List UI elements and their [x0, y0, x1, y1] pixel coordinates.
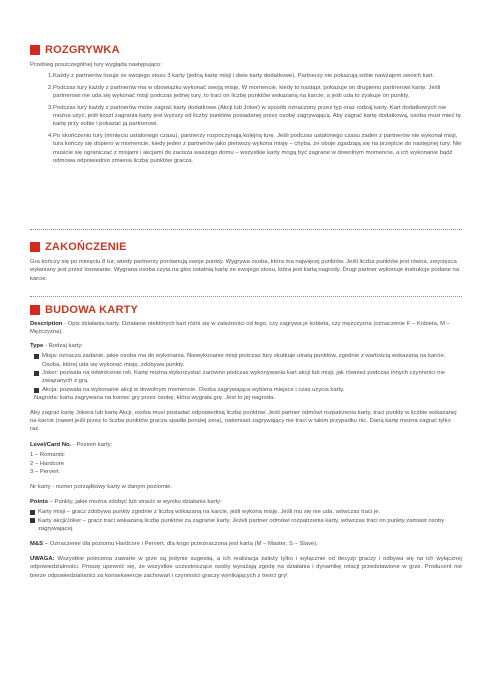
dotted-divider	[30, 296, 462, 297]
zakonczenie-text: Gra kończy się po minięciu 8 tur, wtedy partnerzy porównują swoje punkty. Wygrywa osoba, która ma najwięcej punktów. Jeśli liczba punktów jest równa, zwycięzca wyłaniany jest przez losowanie. Wygrana osoba czyta na głos ostatnią kartę ze swojego stosu, która jest kartą nagrody. Drugi partner wykonuje instrukcje podane na karcie.	[30, 259, 460, 282]
section-title: ROZGRYWKA	[45, 44, 120, 56]
rule-item: 1. Każdy z partnerów losuje ze swojego stosu 3 karty (jedną kartę misji i dwie karty dodatkowe). Partnerzy nie pokazują sobie nawzajem swoich kart.	[48, 73, 435, 80]
square-bullet-icon	[34, 354, 39, 359]
nagroda-text: Nagroda: karta zagrywana na koniec gry przez osobę, która wygrała grę. Jest to jej nagroda.	[34, 395, 275, 402]
section-title: ZAKOŃCZENIE	[45, 241, 127, 253]
section-budowa-karty	[30, 303, 462, 580]
ms-paragraph: M&S – Oznaczenie dla poziomu Hardcore i Pervert, dla kogo przeznaczona jest karta (M – Master, S – Slave).	[30, 540, 318, 547]
rule-item: 3. Podczas tury każdy z partnerów może zagrać karty dodatkowe (Akcji lub Joker) w sposób oznaczony przez typ oraz rodzaj karty. Kart dodatkowych nie można użyć, jeśli koszt zagrania karty jest wyższy od liczby punktów posiadanej przez osobę zagrywającą. Aby zagrać kartę dodatkową, osoba musi mieć tę kartę przy sobie i pokazać ją partnerowi.	[48, 104, 461, 128]
section-heading	[30, 303, 462, 317]
rule-item: 4. Po skończeniu tury (minięciu ustalonego czasu), partnerzy rozpoczynają kolejną turę. Jeśli podczas ustalonego czasu żaden z partnerów nie wykonał misji, tura kończy się dopiero w momencie, kiedy jeden z partnerów jako pierwszy wykona misję – chyba, że oboje zgadzają się na przejście do następnej tury. Nie musicie się ograniczać z misjami i akcjami do zacisza waszego domu – wszystkie karty mogą być zagrane w dowolnym momencie, a ich wykonanie bądź odmowa odpowiednio zmienia liczbę punktów gracza.	[48, 132, 462, 165]
section-heading	[30, 43, 462, 57]
section-rozgrywka	[30, 43, 462, 168]
dotted-divider	[30, 229, 462, 230]
type-item-joker: Joker: pozwala na odwrócenie roli. Kartę można wykorzystać zarówno podczas wykonywania kart akcji lub misji, jak również podczas innych czynności nie związanych z grą.	[30, 369, 462, 386]
rozgrywka-intro: Przebieg poszczególnej tury wygląda następująco:	[30, 62, 162, 68]
rule-item: 2. Podczas tury każdy z partnerów ma w obowiązku wykonać swoją misję. W momencie, kiedy to nastąpi, pokazuje on drugiemu partnerowi kartę. Jeśli partnerowi nie uda się wykonać misji podczas jednej tury, to traci on liczbę punktów wskazaną na karcie, a jeśli uda to zyskuje on punkty.	[48, 84, 441, 100]
uwaga-paragraph: UWAGA: Wszystkie polecenia zawarte w grze są jedynie sugestią, a ich realizacja zależy tylko i wyłącznie od decyzji graczy i odbywa się na ich wyłącznej odpowiedzialności. Proszę upewnić się, że wszystkie uczestniczące osoby wyrażają zgodę na działania i dynamikę relacji przedstawione w grze. Producent nie bierze odpowiedzialności za konsekwencje zachowań i czynności graczy wynikających z treści gry!	[30, 555, 462, 579]
type-item-misja: Misja: oznacza zadanie, jakie osoba ma do wykonania. Niewykonanie misji podczas tury skutkuje utratą punktów, zgodnie z wartością wskazaną na karcie. Osoba, której uda się wykonać misję, zdobywa punkty.	[30, 352, 462, 369]
section-heading	[30, 240, 462, 254]
points-item-misji: Karty misji – gracz zdobywa punkty zgodnie z liczbą wskazaną na karcie, jeśli wykona misję. Jeśli mu się nie uda, wówczas traci je.	[30, 508, 462, 516]
square-bullet-icon	[34, 388, 39, 393]
points-item-akcji: Karty akcji/Joker – gracz traci wskazaną liczbę punktów za zagranie karty. Jeżeli partner odmówi rozpatrzenia karty, wówczas traci on punkty zamiast osoby zagrywającej.	[30, 517, 462, 534]
red-square-icon	[30, 242, 40, 252]
red-square-icon	[30, 305, 40, 315]
level-item: 2 – Hardcore	[30, 460, 65, 467]
square-bullet-icon	[30, 510, 35, 515]
level-paragraph: Level/Card No. - Poziom karty:	[30, 441, 113, 448]
joker-note: Aby zagrać kartę Jokera lub kartę Akcji, osoba musi posiadać odpowiednią liczbę punktów. Jeśli partner odmówi rozpatrzenia karty, traci punkty w liczbie wskazanej na karcie (nawet jeśli przez to liczba punktów gracza spadła poniżej zera), natomiast zagrywający nie traci w takim przypadku nic. Daną kartę można zagrać tylko raz.	[30, 409, 457, 433]
square-bullet-icon	[34, 371, 39, 376]
description-paragraph: Description - Opis działania karty. Działanie niektórych kart różni się w zależności od tego, czy zagrywa je kobieta, czy mężczyzna (oznaczenie F – Kobieta, M – Mężczyzna).	[30, 321, 450, 336]
square-bullet-icon	[30, 518, 35, 523]
type-item-akcja: Akcja: pozwala na wykonanie akcji w dowolnym momencie. Osoba zagrywająca wybiera miejsce i czas użycia karty.	[30, 386, 462, 394]
level-item: 3 – Pervert	[30, 469, 59, 476]
section-title: BUDOWA KARTY	[45, 304, 139, 316]
level-item: 1 – Romantic	[30, 452, 65, 459]
type-paragraph: Type - Rodzaj karty:	[30, 342, 83, 349]
red-square-icon	[30, 45, 40, 55]
nr-karty-text: Nr karty - numer porządkowy karty w danym poziomie.	[30, 483, 173, 490]
section-zakonczenie	[30, 240, 462, 283]
points-paragraph: Points – Punkty, jakie można zdobyć lub stracić w wyniku działania karty:	[30, 498, 222, 505]
rules-list	[30, 72, 462, 165]
